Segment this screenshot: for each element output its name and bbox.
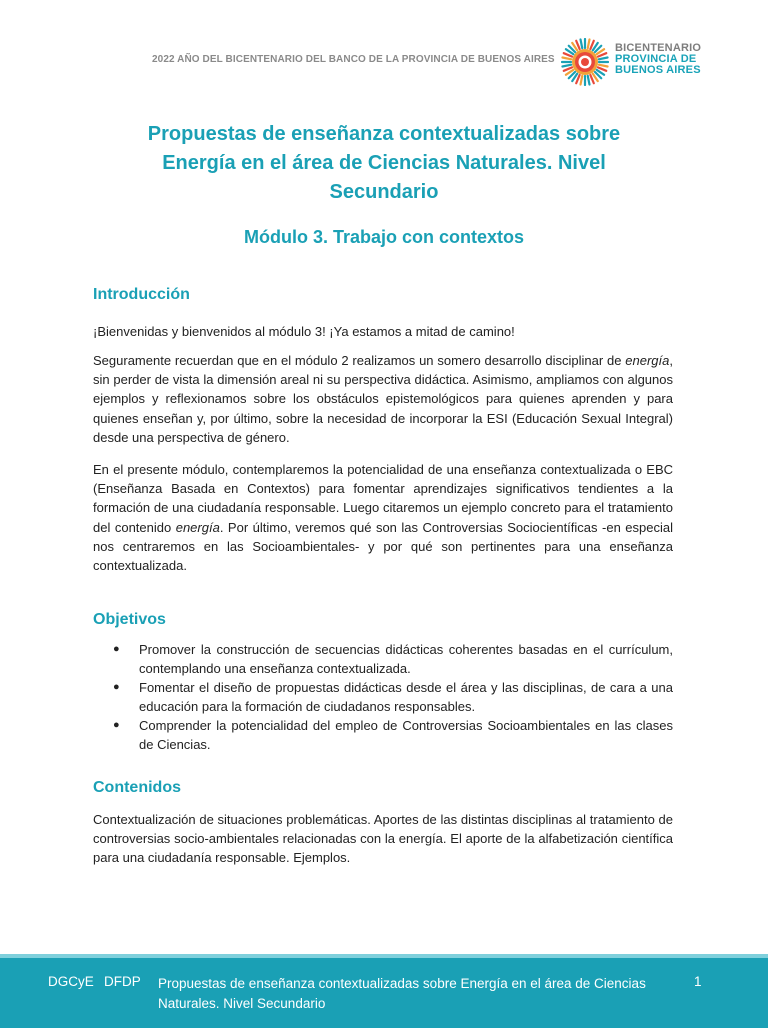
intro-heading: Introducción — [93, 286, 190, 303]
bullet-dot: ● — [113, 681, 120, 693]
intro-p2-text-a: Seguramente recuerdan que en el módulo 2 realizamos un somero desarrollo disciplinar de — [93, 353, 626, 368]
contenidos-heading: Contenidos — [93, 779, 181, 796]
list-item-text: Comprender la potencialidad del empleo de Controversias Socioambientales en las clases de Ciencias. — [139, 718, 673, 752]
title-line-3: Secundario — [329, 181, 439, 203]
document-title — [100, 120, 668, 207]
intro-p3-text-a: En el presente módulo, contemplaremos la potencialidad de una enseñanza contextualizada o EBC (Enseñanza Basada en Contextos) para fomentar aprendizajes significativos tendientes a la formación de una ciudadanía responsable. Luego citaremos un ejemplo concreto para el tratamiento del contenido — [93, 462, 673, 535]
logo-line-3: BUENOS AIRES — [615, 64, 701, 76]
logo-line-1: BICENTENARIO — [615, 42, 702, 54]
bullet-dot: ● — [113, 719, 120, 731]
intro-p3-text-b: . Por último, veremos qué son las Controversias Sociocientíficas -en especial nos centraremos en las Socioambientales- y por qué son pertinentes para una enseñanza contextualizada. — [93, 519, 673, 574]
intro-paragraph-1: ¡Bienvenidas y bienvenidos al módulo 3! ¡Ya estamos a mitad de camino! — [93, 324, 515, 339]
footer-document-title: Propuestas de enseñanza contextualizadas sobre Energía en el área de Ciencias Naturales. Nivel Secundario — [158, 976, 646, 1011]
page-footer — [0, 954, 768, 1028]
intro-p2-text-b: , sin perder de vista la dimensión areal ni su perspectiva didáctica. Asimismo, ampliamos con algunos ejemplos y reflexionamos sobre los obstáculos epistemológicos para quienes aprenden y para quienes enseñan y, por último, sobre la necesidad de incorporar la ESI (Educación Sexual Integral) desde una perspectiva de género. — [93, 353, 673, 445]
objetivos-list — [93, 640, 673, 754]
page-number: 1 — [694, 974, 702, 989]
title-line-2: Energía en el área de Ciencias Naturales. Nivel — [162, 152, 606, 174]
intro-p3-emphasis: energía — [175, 519, 220, 535]
sun-seal-icon — [561, 38, 609, 86]
title-line-1: Propuestas de enseñanza contextualizadas sobre — [147, 123, 621, 145]
header-banner-text: 2022 AÑO DEL BICENTENARIO DEL BANCO DE LA PROVINCIA DE BUENOS AIRES — [152, 54, 555, 65]
module-subtitle: Módulo 3. Trabajo con contextos — [243, 227, 525, 247]
intro-paragraph-2 — [93, 351, 673, 447]
objetivos-heading: Objetivos — [93, 611, 166, 628]
footer-org-dfdp: DFDP — [104, 974, 141, 989]
intro-p2-emphasis: energía — [625, 353, 670, 368]
logo-text — [615, 43, 701, 76]
logo-line-2: PROVINCIA DE — [615, 53, 697, 65]
list-item-text: Fomentar el diseño de propuestas didácticas desde el área y las disciplinas, de cara a una educación para la formación de ciudadanos responsables. — [139, 680, 673, 714]
bullet-dot: ● — [113, 643, 120, 655]
list-item — [93, 716, 673, 754]
intro-paragraph-3 — [93, 460, 673, 575]
footer-org-dgcye: DGCyE — [48, 974, 94, 989]
list-item-text: Promover la construcción de secuencias didácticas coherentes basadas en el currículum, contemplando una enseñanza contextualizada. — [139, 642, 673, 676]
list-item — [93, 678, 673, 716]
list-item — [93, 640, 673, 678]
contenidos-paragraph: Contextualización de situaciones problemáticas. Aportes de las distintas disciplinas al tratamiento de controversias socio-ambientales relacionadas con la energía. El aporte de la alfabetización científica para una ciudadanía responsable. Ejemplos. — [93, 812, 673, 866]
